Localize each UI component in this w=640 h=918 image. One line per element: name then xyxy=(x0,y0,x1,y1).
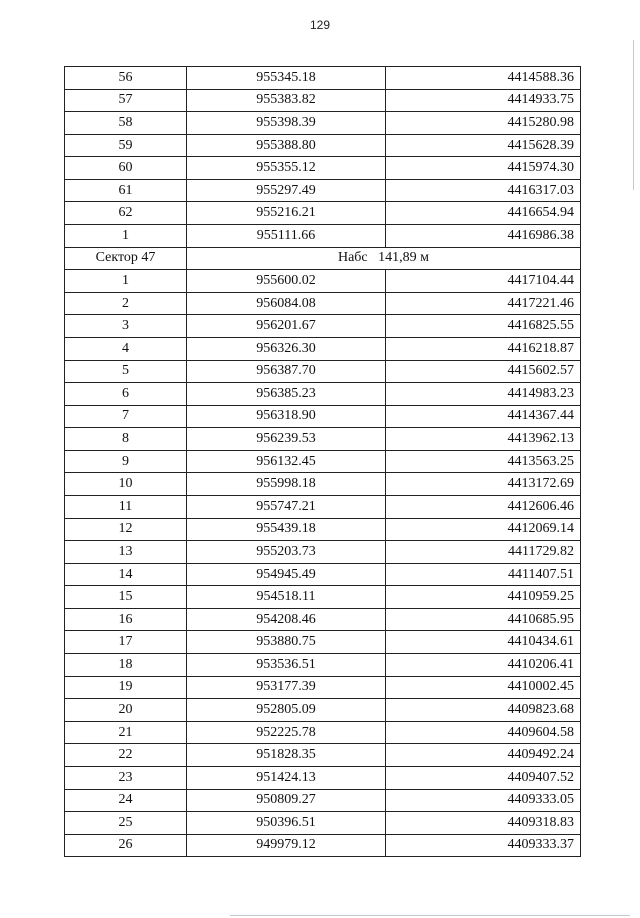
y-coordinate-cell: 4416317.03 xyxy=(386,179,581,202)
y-coordinate-cell: 4410959.25 xyxy=(386,586,581,609)
y-coordinate-cell: 4414983.23 xyxy=(386,383,581,406)
x-coordinate-cell: 956387.70 xyxy=(187,360,386,383)
point-number-cell: 3 xyxy=(65,315,187,338)
y-coordinate-cell: 4409492.24 xyxy=(386,744,581,767)
table-row xyxy=(65,337,581,360)
y-coordinate-cell: 4416218.87 xyxy=(386,337,581,360)
y-coordinate-cell: 4409604.58 xyxy=(386,721,581,744)
table-row xyxy=(65,89,581,112)
x-coordinate-cell: 954518.11 xyxy=(187,586,386,609)
table-row xyxy=(65,315,581,338)
x-coordinate-cell: 954945.49 xyxy=(187,563,386,586)
point-number-cell: 21 xyxy=(65,721,187,744)
point-number-cell: 11 xyxy=(65,495,187,518)
table-row xyxy=(65,292,581,315)
point-number-cell: 25 xyxy=(65,812,187,835)
x-coordinate-cell: 951828.35 xyxy=(187,744,386,767)
y-coordinate-cell: 4417104.44 xyxy=(386,270,581,293)
x-coordinate-cell: 950809.27 xyxy=(187,789,386,812)
y-coordinate-cell: 4409333.05 xyxy=(386,789,581,812)
y-coordinate-cell: 4409407.52 xyxy=(386,766,581,789)
y-coordinate-cell: 4411729.82 xyxy=(386,541,581,564)
table-row xyxy=(65,789,581,812)
y-coordinate-cell: 4414588.36 xyxy=(386,67,581,90)
point-number-cell: 2 xyxy=(65,292,187,315)
x-coordinate-cell: 955203.73 xyxy=(187,541,386,564)
x-coordinate-cell: 955747.21 xyxy=(187,495,386,518)
point-number-cell: 10 xyxy=(65,473,187,496)
point-number-cell: 17 xyxy=(65,631,187,654)
table-row xyxy=(65,202,581,225)
sector-height: Набс 141,89 м xyxy=(187,247,581,270)
x-coordinate-cell: 954208.46 xyxy=(187,608,386,631)
point-number-cell: 1 xyxy=(65,225,187,248)
point-number-cell: 1 xyxy=(65,270,187,293)
y-coordinate-cell: 4413962.13 xyxy=(386,428,581,451)
table-row xyxy=(65,473,581,496)
x-coordinate-cell: 955383.82 xyxy=(187,89,386,112)
table-row xyxy=(65,608,581,631)
point-number-cell: 26 xyxy=(65,834,187,857)
x-coordinate-cell: 955355.12 xyxy=(187,157,386,180)
table-row xyxy=(65,676,581,699)
y-coordinate-cell: 4414933.75 xyxy=(386,89,581,112)
x-coordinate-cell: 956132.45 xyxy=(187,450,386,473)
y-coordinate-cell: 4415628.39 xyxy=(386,134,581,157)
table-row xyxy=(65,450,581,473)
x-coordinate-cell: 955600.02 xyxy=(187,270,386,293)
x-coordinate-cell: 955345.18 xyxy=(187,67,386,90)
table-row xyxy=(65,225,581,248)
table-row xyxy=(65,744,581,767)
point-number-cell: 14 xyxy=(65,563,187,586)
y-coordinate-cell: 4409333.37 xyxy=(386,834,581,857)
y-coordinate-cell: 4417221.46 xyxy=(386,292,581,315)
rows-after xyxy=(65,270,581,857)
x-coordinate-cell: 956239.53 xyxy=(187,428,386,451)
y-coordinate-cell: 4410002.45 xyxy=(386,676,581,699)
point-number-cell: 61 xyxy=(65,179,187,202)
y-coordinate-cell: 4416825.55 xyxy=(386,315,581,338)
point-number-cell: 22 xyxy=(65,744,187,767)
page-number: 129 xyxy=(309,18,331,32)
y-coordinate-cell: 4414367.44 xyxy=(386,405,581,428)
table-row xyxy=(65,360,581,383)
table-row xyxy=(65,563,581,586)
point-number-cell: 5 xyxy=(65,360,187,383)
table-row xyxy=(65,383,581,406)
y-coordinate-cell: 4415602.57 xyxy=(386,360,581,383)
y-coordinate-cell: 4412069.14 xyxy=(386,518,581,541)
x-coordinate-cell: 955398.39 xyxy=(187,112,386,135)
point-number-cell: 9 xyxy=(65,450,187,473)
point-number-cell: 13 xyxy=(65,541,187,564)
coordinates-table xyxy=(64,66,581,857)
x-coordinate-cell: 955388.80 xyxy=(187,134,386,157)
point-number-cell: 56 xyxy=(65,67,187,90)
point-number-cell: 62 xyxy=(65,202,187,225)
x-coordinate-cell: 953880.75 xyxy=(187,631,386,654)
table-row xyxy=(65,541,581,564)
table-row xyxy=(65,518,581,541)
x-coordinate-cell: 953536.51 xyxy=(187,654,386,677)
x-coordinate-cell: 955216.21 xyxy=(187,202,386,225)
point-number-cell: 4 xyxy=(65,337,187,360)
x-coordinate-cell: 956201.67 xyxy=(187,315,386,338)
table-row xyxy=(65,179,581,202)
point-number-cell: 8 xyxy=(65,428,187,451)
sector-header xyxy=(65,247,581,270)
table-row xyxy=(65,812,581,835)
point-number-cell: 20 xyxy=(65,699,187,722)
x-coordinate-cell: 953177.39 xyxy=(187,676,386,699)
point-number-cell: 18 xyxy=(65,654,187,677)
y-coordinate-cell: 4410685.95 xyxy=(386,608,581,631)
x-coordinate-cell: 955998.18 xyxy=(187,473,386,496)
point-number-cell: 12 xyxy=(65,518,187,541)
table-row xyxy=(65,428,581,451)
scan-edge-right xyxy=(633,40,634,190)
y-coordinate-cell: 4416654.94 xyxy=(386,202,581,225)
table-row xyxy=(65,405,581,428)
x-coordinate-cell: 955439.18 xyxy=(187,518,386,541)
point-number-cell: 57 xyxy=(65,89,187,112)
y-coordinate-cell: 4413563.25 xyxy=(386,450,581,473)
x-coordinate-cell: 955111.66 xyxy=(187,225,386,248)
table-row xyxy=(65,112,581,135)
scan-edge-bottom xyxy=(230,915,630,916)
y-coordinate-cell: 4409318.83 xyxy=(386,812,581,835)
x-coordinate-cell: 950396.51 xyxy=(187,812,386,835)
table-row xyxy=(65,631,581,654)
point-number-cell: 24 xyxy=(65,789,187,812)
y-coordinate-cell: 4413172.69 xyxy=(386,473,581,496)
sector-label: Сектор 47 xyxy=(65,247,187,270)
y-coordinate-cell: 4412606.46 xyxy=(386,495,581,518)
point-number-cell: 58 xyxy=(65,112,187,135)
sector-row xyxy=(65,247,581,270)
y-coordinate-cell: 4415974.30 xyxy=(386,157,581,180)
x-coordinate-cell: 952805.09 xyxy=(187,699,386,722)
table-row xyxy=(65,495,581,518)
y-coordinate-cell: 4411407.51 xyxy=(386,563,581,586)
point-number-cell: 23 xyxy=(65,766,187,789)
table-row xyxy=(65,134,581,157)
table-row xyxy=(65,654,581,677)
point-number-cell: 7 xyxy=(65,405,187,428)
x-coordinate-cell: 956385.23 xyxy=(187,383,386,406)
x-coordinate-cell: 949979.12 xyxy=(187,834,386,857)
point-number-cell: 19 xyxy=(65,676,187,699)
x-coordinate-cell: 951424.13 xyxy=(187,766,386,789)
x-coordinate-cell: 952225.78 xyxy=(187,721,386,744)
y-coordinate-cell: 4415280.98 xyxy=(386,112,581,135)
rows-before xyxy=(65,67,581,248)
x-coordinate-cell: 956084.08 xyxy=(187,292,386,315)
table-row xyxy=(65,699,581,722)
point-number-cell: 16 xyxy=(65,608,187,631)
point-number-cell: 6 xyxy=(65,383,187,406)
table-row xyxy=(65,721,581,744)
table-row xyxy=(65,586,581,609)
table-row xyxy=(65,270,581,293)
y-coordinate-cell: 4410434.61 xyxy=(386,631,581,654)
y-coordinate-cell: 4410206.41 xyxy=(386,654,581,677)
y-coordinate-cell: 4416986.38 xyxy=(386,225,581,248)
table-row xyxy=(65,67,581,90)
point-number-cell: 59 xyxy=(65,134,187,157)
point-number-cell: 15 xyxy=(65,586,187,609)
table-row xyxy=(65,157,581,180)
x-coordinate-cell: 955297.49 xyxy=(187,179,386,202)
table-row xyxy=(65,834,581,857)
table-row xyxy=(65,766,581,789)
x-coordinate-cell: 956326.30 xyxy=(187,337,386,360)
point-number-cell: 60 xyxy=(65,157,187,180)
y-coordinate-cell: 4409823.68 xyxy=(386,699,581,722)
x-coordinate-cell: 956318.90 xyxy=(187,405,386,428)
